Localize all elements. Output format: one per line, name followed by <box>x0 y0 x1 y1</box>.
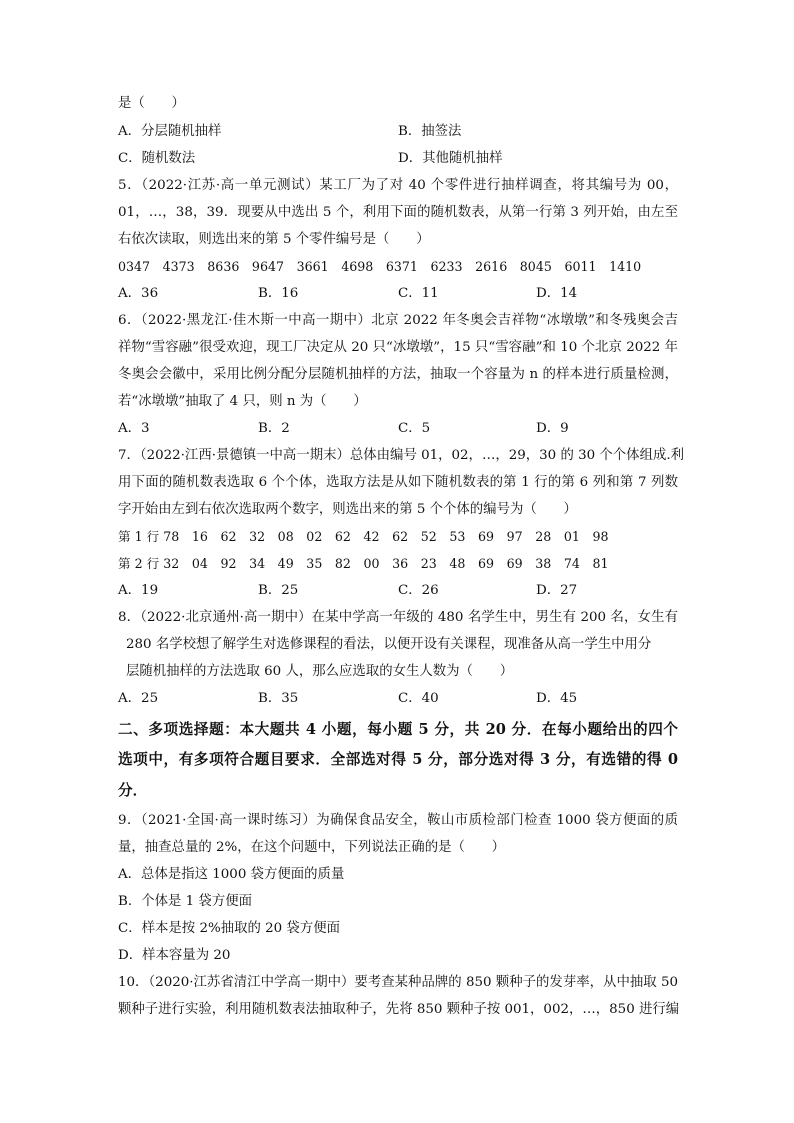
q5-random-table: 0347 4373 8636 9647 3661 4698 6371 6233 2616 8045 6011 1410 <box>118 259 642 274</box>
q5-line-1: 5．（2022·江苏·高一单元测试）某工厂为了对 40 个零件进行抽样调查，将其编号为 00， <box>118 178 678 193</box>
q5-line-3: 右依次读取，则选出来的第 5 个零件编号是（ ） <box>118 232 430 247</box>
q8-line-2: 280 名学校想了解学生对选修课程的看法，以便开设有关课程，现准备从高一学生中用分 <box>126 637 652 652</box>
q9-line-2: 量，抽查总量的 2%，在这个问题中，下列说法正确的是（ ） <box>118 840 506 855</box>
q4-option-b: B．抽签法 <box>398 124 462 139</box>
q7-table-row-1: 第 1 行 78 16 62 32 08 02 62 42 62 52 53 69 97 28 01 98 <box>118 529 609 544</box>
q8-option-b: B．35 <box>258 691 299 706</box>
q7-table-row-2: 第 2 行 32 04 92 34 49 35 82 00 36 23 48 69 69 38 74 81 <box>118 556 609 571</box>
q6-option-c: C．5 <box>398 421 431 436</box>
q8-option-c: C．40 <box>398 691 439 706</box>
q7-option-c: C．26 <box>398 583 439 598</box>
q8-line-1: 8．（2022·北京通州·高一期中）在某中学高一年级的 480 名学生中，男生有 200 名，女生有 <box>118 610 678 625</box>
section-2-heading-line-3: 分． <box>118 782 148 799</box>
q8-option-d: D．45 <box>536 691 578 706</box>
q8-option-a: A．25 <box>118 691 159 706</box>
q5-option-b: B．16 <box>258 286 299 301</box>
q7-line-1: 7．（2022·江西·景德镇一中高一期末）总体由编号 01，02，…，29，30 的 30 个个体组成.利 <box>118 448 684 463</box>
q9-option-c: C．样本是按 2%抽取的 20 袋方便面 <box>118 921 340 936</box>
q9-option-d: D．样本容量为 20 <box>118 948 231 963</box>
q6-option-a: A．3 <box>118 421 150 436</box>
q6-line-2: 祥物“雪容融”很受欢迎，现工厂决定从 20 只“冰墩墩”，15 只“雪容融”和 10 个北京 2022 年 <box>118 340 678 355</box>
q7-option-b: B．25 <box>258 583 299 598</box>
q10-line-2: 颗种子进行实验，利用随机数表法抽取种子，先将 850 颗种子按 001，002，…，850 进行编 <box>118 1002 680 1017</box>
q7-option-d: D．27 <box>536 583 578 598</box>
q9-option-a: A．总体是指这 1000 袋方便面的质量 <box>118 867 345 882</box>
q4-option-d: D．其他随机抽样 <box>398 151 503 166</box>
q4-stem-tail: 是（ ） <box>118 96 185 111</box>
q6-option-b: B．2 <box>258 421 290 436</box>
q6-line-1: 6．（2022·黑龙江·佳木斯一中高一期中）北京 2022 年冬奥会吉祥物“冰墩墩”和冬残奥会吉 <box>118 313 678 328</box>
q9-line-1: 9．（2021·全国·高一课时练习）为确保食品安全，鞍山市质检部门检查 1000 袋方便面的质 <box>118 813 678 828</box>
q7-line-2: 用下面的随机数表选取 6 个个体，选取方法是从如下随机数表的第 1 行的第 6 列和第 7 列数 <box>118 475 678 490</box>
q6-option-d: D．9 <box>536 421 569 436</box>
q5-option-d: D．14 <box>536 286 578 301</box>
q7-line-3: 字开始由左到右依次选取两个数字，则选出来的第 5 个个体的编号为（ ） <box>118 502 577 517</box>
q8-line-3: 层随机抽样的方法选取 60 人，那么应选取的女生人数为（ ） <box>126 664 514 679</box>
q5-option-c: C．11 <box>398 286 439 301</box>
q6-line-4: 若“冰墩墩”抽取了 4 只，则 n 为（ ） <box>118 394 367 409</box>
q9-option-b: B．个体是 1 袋方便面 <box>118 894 252 909</box>
q10-line-1: 10．（2020·江苏省清江中学高一期中）要考查某种品牌的 850 颗种子的发芽率，从中抽取 50 <box>118 975 678 990</box>
q4-option-c: C．随机数法 <box>118 151 196 166</box>
section-2-heading-line-1: 二、多项选择题：本大题共 4 小题，每小题 5 分，共 20 分．在每小题给出的四个 <box>118 721 678 738</box>
q7-option-a: A．19 <box>118 583 159 598</box>
q5-option-a: A．36 <box>118 286 159 301</box>
q4-option-a: A．分层随机抽样 <box>118 124 222 139</box>
section-2-heading-line-2: 选项中，有多项符合题目要求．全部选对得 5 分，部分选对得 3 分，有选错的得 0 <box>118 751 678 768</box>
q5-line-2: 01，…，38，39．现要从中选出 5 个，利用下面的随机数表，从第一行第 3 列开始，由左至 <box>118 205 678 220</box>
q6-line-3: 冬奥会会徽中，采用比例分配分层随机抽样的方法，抽取一个容量为 n 的样本进行质量检测， <box>118 367 678 382</box>
